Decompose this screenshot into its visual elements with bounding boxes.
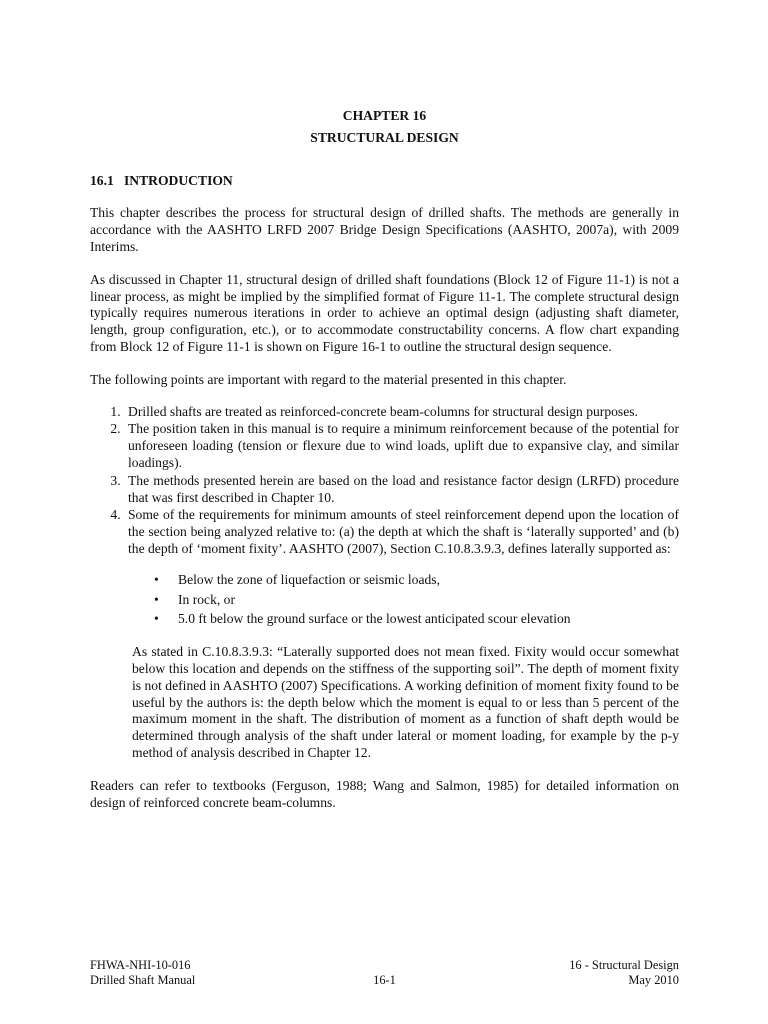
moment-fixity-paragraph: As stated in C.10.8.3.9.3: “Laterally supported does not mean fixed. Fixity would occur somewhat below this location and depends on the stiffness of the supporting soil”. The depth of moment fixity is not defined in AASHTO (2007) Specifications. A working definition of moment fixity found to be useful by the authors is: the depth below which the moment is equal to or less than 5 percent of the maximum moment in the shaft. The distribution of moment as a function of shaft depth would be determined through analysis of the shaft under lateral or moment loading, for example by the p-y method of analysis described in Chapter 12. (132, 644, 679, 760)
footer-chapter-name: 16 - Structural Design (569, 958, 679, 972)
page-content (90, 108, 679, 811)
bullet-list (128, 572, 679, 628)
list-item (124, 507, 679, 628)
bullet-item (154, 572, 679, 589)
list-item-text: Some of the requirements for minimum amounts of steel reinforcement depend upon the location of the section being analyzed relative to: (a) the depth at which the shaft is ‘laterally supported’ and (b) the depth of ‘moment fixity’. AASHTO (2007), Section C.10.8.3.9.3, defines laterally supported as: (128, 507, 679, 556)
points-intro-paragraph: The following points are important with regard to the material presented in this chapter. (90, 371, 567, 387)
chapter-title: STRUCTURAL DESIGN (310, 129, 459, 145)
bullet-text: 5.0 ft below the ground surface or the lowest anticipated scour elevation (178, 611, 571, 627)
discussion-paragraph: As discussed in Chapter 11, structural design of drilled shaft foundations (Block 12 of Figure 11-1) is not a linear process, as might be implied by the simplified format of Figure 11-1. The complete structural design typically requires numerous iterations in order to achieve an optimal design (adjusting shaft diameter, length, group configuration, etc.), or to accommodate constructability concerns. A flow chart expanding from Block 12 of Figure 11-1 is shown on Figure 16-1 to outline the structural design sequence. (90, 271, 679, 354)
intro-paragraph: This chapter describes the process for structural design of drilled shafts. The methods are generally in accordance with the AASHTO LRFD 2007 Bridge Design Specifications (AASHTO, 2007a), with 2009 Interims. (90, 205, 679, 254)
bullet-icon: • (154, 611, 159, 627)
footer-manual-title: Drilled Shaft Manual (90, 973, 196, 987)
footer-report-number: FHWA-NHI-10-016 (90, 958, 191, 972)
footer-right (569, 958, 679, 988)
bullet-text: Below the zone of liquefaction or seismic loads, (178, 571, 440, 587)
footer-date: May 2010 (628, 973, 679, 987)
points-list (90, 404, 679, 629)
closing-paragraph: Readers can refer to textbooks (Ferguson, 1988; Wang and Salmon, 1985) for detailed information on design of reinforced concrete beam-columns. (90, 777, 679, 810)
chapter-number: CHAPTER 16 (342, 108, 427, 123)
bullet-item (154, 611, 679, 628)
bullet-item (154, 592, 679, 609)
page-number: 16-1 (373, 973, 396, 987)
bullet-text: In rock, or (178, 591, 235, 607)
list-item: 2. The position taken in this manual is to require a minimum reinforcement because of the potential for unforeseen loading (tension or flexure due to wind loads, uplift due to expansive clay, and similar loadings). (124, 421, 679, 471)
list-item: 1. Drilled shafts are treated as reinforced-concrete beam-columns for structural design purposes. (124, 404, 679, 421)
bullet-icon: • (154, 591, 159, 607)
list-item: 3. The methods presented herein are based on the load and resistance factor design (LRFD) procedure that was first described in Chapter 10. (124, 473, 679, 507)
section-heading: 16.1 INTRODUCTION (90, 172, 233, 188)
bullet-icon: • (154, 571, 159, 587)
